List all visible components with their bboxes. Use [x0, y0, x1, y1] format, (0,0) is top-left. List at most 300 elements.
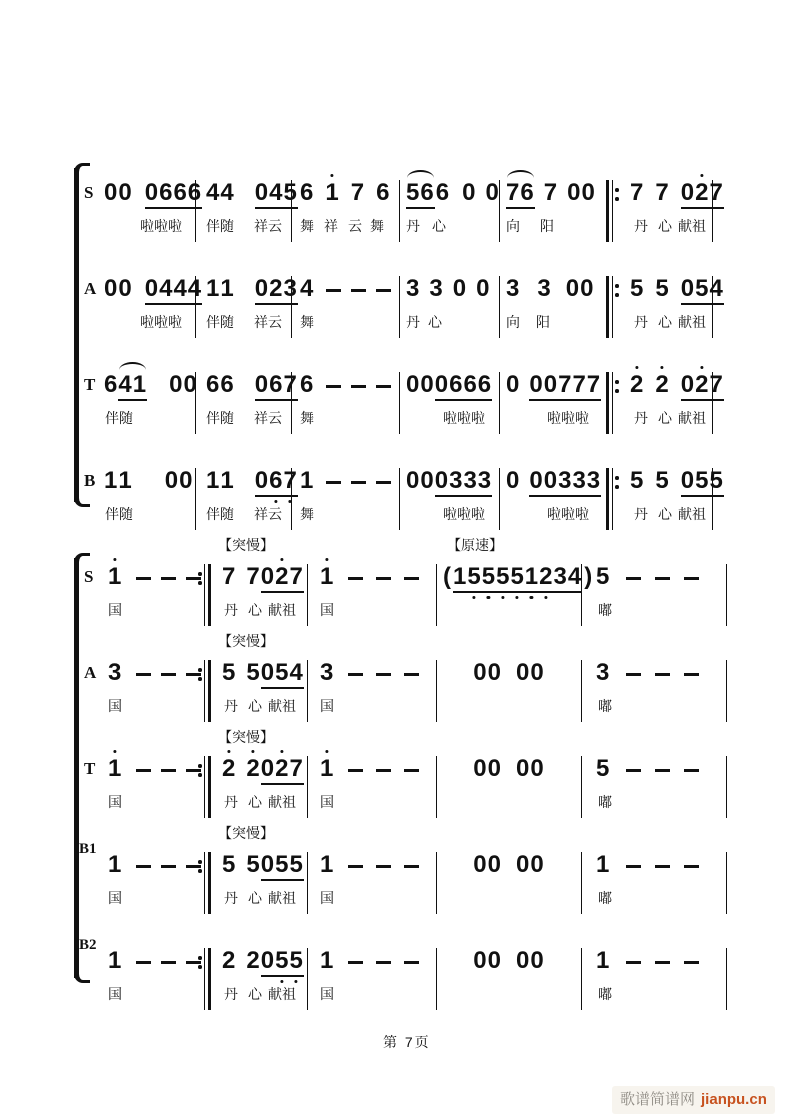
notes-line — [292, 372, 399, 398]
part-label: B2 — [79, 937, 97, 953]
part-row — [74, 275, 723, 372]
notes-line — [212, 852, 307, 878]
system-2 — [74, 537, 727, 1008]
measure-line — [74, 537, 727, 626]
note-group: 7 — [655, 179, 669, 206]
repeat-dot — [198, 860, 202, 864]
lyric-syllable: 心 — [248, 890, 262, 906]
lyric-syllable: 祥 — [324, 218, 338, 234]
note-dash — [161, 961, 176, 964]
note-group: 5 — [630, 467, 644, 494]
lyric-syllable: 国 — [108, 986, 122, 1002]
part-row — [74, 371, 723, 468]
measure — [308, 852, 437, 914]
lyric-syllable: 国 — [108, 602, 122, 618]
lyric-syllable: 伴随 — [206, 410, 234, 426]
repeat-line — [204, 756, 206, 818]
repeat-line — [612, 276, 614, 338]
tie-arc — [507, 170, 534, 178]
measure — [308, 948, 437, 1010]
octave-dot-below — [530, 596, 533, 599]
octave-dot-above — [113, 558, 116, 561]
measure — [196, 371, 297, 434]
lyric-syllable: 心 — [248, 794, 262, 810]
note-dash — [376, 481, 391, 484]
note-group: 1 — [325, 180, 339, 206]
note-group: 5 — [246, 659, 260, 686]
notes-line — [500, 180, 604, 206]
note-group: 1 — [596, 851, 610, 878]
measure — [618, 467, 723, 530]
note-group: 0 — [476, 275, 490, 302]
measure — [308, 564, 437, 626]
notes-line — [196, 467, 297, 494]
note-group: 0 — [506, 371, 520, 398]
system-1 — [74, 168, 723, 548]
repeat-dot — [198, 677, 202, 681]
measure — [212, 537, 308, 626]
part-row — [74, 633, 727, 756]
note-dash — [376, 385, 391, 388]
measure — [437, 948, 582, 1010]
note-dash — [626, 769, 641, 772]
repeat-line — [612, 180, 614, 242]
note-group: 41 — [118, 372, 147, 401]
note-dash — [376, 769, 391, 772]
lyric-syllable: 丹 — [406, 314, 420, 330]
note-group: 1 — [108, 756, 122, 782]
note-group: 00 — [516, 851, 544, 878]
note-group: 2 — [246, 756, 260, 782]
lyric-syllable: 国 — [108, 698, 122, 714]
note-group: 3 — [108, 659, 122, 686]
measure — [400, 276, 500, 338]
note-dash — [348, 577, 363, 580]
note-group: 1 — [108, 851, 122, 878]
note-group: 055 — [261, 852, 304, 881]
note-group: 7 — [350, 179, 365, 206]
measure-line — [74, 948, 727, 1010]
notes-line — [196, 275, 297, 302]
measure — [500, 372, 604, 434]
note-group: 0 — [485, 179, 499, 206]
notes-line — [74, 756, 198, 782]
lyric-syllable: 献祖 — [268, 602, 296, 618]
lyric-syllable: 心 — [248, 698, 262, 714]
lyric-syllable: 祥云 — [254, 506, 282, 522]
note-group: 15 5 5 5 1 2 34 — [453, 564, 582, 593]
repeat-dot — [198, 956, 202, 960]
lyric-syllable: 丹 — [634, 314, 648, 330]
note-dash — [404, 769, 419, 772]
lyric-syllable: 丹 — [224, 890, 238, 906]
lyric-syllable: 伴随 — [105, 410, 133, 426]
note-dash — [348, 865, 363, 868]
note-group: ( — [443, 563, 451, 590]
repeat-barline — [604, 468, 618, 530]
notes-line — [500, 372, 604, 398]
notes-line — [437, 852, 581, 878]
notes-line — [582, 948, 726, 974]
measure — [437, 756, 582, 818]
note-dash — [655, 769, 670, 772]
notes-line — [437, 563, 593, 590]
note-group: 5 — [246, 851, 260, 878]
note-dash — [655, 865, 670, 868]
repeat-line — [208, 564, 211, 626]
lyric-syllable: 嘟 — [598, 698, 612, 714]
repeat-dot — [198, 581, 202, 585]
lyric-syllable: 伴随 — [206, 218, 234, 234]
note-dash — [655, 961, 670, 964]
note-group: 3 — [506, 275, 520, 302]
note-group: 00 — [104, 275, 132, 302]
notes-line — [437, 756, 581, 782]
repeat-dot — [198, 773, 202, 777]
repeat-barline — [198, 756, 212, 818]
note-group: 6 — [435, 179, 450, 206]
part-label: T — [84, 375, 96, 394]
note-group: 023 — [255, 276, 298, 305]
note-group: 1 — [320, 564, 334, 590]
note-dash — [351, 289, 366, 292]
notes-line — [196, 179, 297, 206]
note-dash — [684, 577, 699, 580]
repeat-barline — [198, 564, 212, 626]
note-group: 0 — [506, 467, 520, 494]
note-group: 5 — [222, 851, 236, 878]
octave-dot-below — [280, 980, 283, 983]
lyric-syllable: 啦啦啦 — [443, 410, 485, 426]
measure — [292, 276, 400, 338]
notes-line — [212, 564, 307, 590]
tempo-label: 【突慢】 — [218, 729, 274, 745]
measure-line — [74, 179, 723, 242]
octave-dot-above — [280, 558, 283, 561]
note-dash — [404, 865, 419, 868]
note-dash — [404, 673, 419, 676]
repeat-barline — [604, 180, 618, 242]
octave-dot-below — [501, 596, 504, 599]
note-group: 5 — [630, 275, 644, 302]
octave-dot-below — [544, 596, 547, 599]
note-dash — [376, 865, 391, 868]
lyric-syllable: 伴随 — [206, 506, 234, 522]
note-dash — [136, 673, 151, 676]
note-dash — [326, 481, 341, 484]
note-dash — [348, 961, 363, 964]
lyric-syllable: 啦啦啦 — [140, 218, 182, 234]
measure — [212, 729, 308, 818]
measure — [196, 275, 297, 338]
part-label: A — [84, 279, 97, 298]
lyric-syllable: 献祖 — [268, 986, 296, 1002]
note-dash — [684, 961, 699, 964]
note-dash — [626, 673, 641, 676]
note-group: 66 — [206, 371, 234, 398]
note-dash — [404, 961, 419, 964]
part-row — [74, 937, 727, 1044]
lyric-syllable: 心 — [658, 218, 672, 234]
notes-line — [292, 468, 399, 494]
lyric-syllable: 嘟 — [598, 794, 612, 810]
notes-line — [437, 660, 581, 686]
measure — [618, 371, 723, 434]
repeat-line — [204, 852, 206, 914]
notes-line — [582, 564, 726, 590]
lyric-syllable: 云 — [348, 218, 362, 234]
note-group: 02 7 — [261, 564, 304, 593]
note-group: 0666 — [435, 372, 492, 401]
note-group: 11 — [206, 275, 234, 302]
measure — [74, 852, 198, 914]
part-label: B1 — [79, 841, 97, 857]
note-group: 5 — [596, 755, 610, 782]
part-row — [74, 179, 723, 276]
note-group: 0444 — [145, 276, 202, 305]
notes-line — [212, 948, 307, 974]
note-group: 2 — [246, 947, 260, 974]
lyric-syllable: 舞 — [300, 506, 314, 522]
part-label: S — [84, 183, 94, 202]
repeat-line — [208, 756, 211, 818]
measure — [292, 468, 400, 530]
note-dash — [348, 769, 363, 772]
note-group: 00 — [164, 467, 193, 494]
part-row — [74, 825, 727, 948]
note-group: 56 — [406, 180, 435, 209]
note-group: 5 — [655, 467, 669, 494]
measure — [196, 467, 297, 530]
notes-line — [74, 852, 198, 878]
note-dash — [136, 769, 151, 772]
note-group: 06 7 — [255, 468, 298, 497]
note-group: 0666 — [145, 180, 202, 209]
lyric-syllable: 国 — [320, 986, 334, 1002]
measure — [582, 852, 727, 914]
note-group: 00 — [516, 659, 544, 686]
note-group: 3 — [537, 275, 551, 302]
note-dash — [404, 577, 419, 580]
note-dash — [136, 577, 151, 580]
note-group: 4 — [300, 275, 314, 302]
note-group: 3 — [320, 659, 334, 686]
note-group: 054 — [681, 276, 724, 305]
measure-line — [74, 275, 723, 338]
measure — [74, 756, 198, 818]
measure-line — [74, 371, 723, 434]
repeat-dot — [198, 764, 202, 768]
measure — [74, 372, 196, 434]
watermark-site-url[interactable]: jianpu.cn — [701, 1091, 767, 1108]
note-dash — [626, 961, 641, 964]
lyric-syllable: 丹 — [224, 698, 238, 714]
measure — [618, 179, 723, 242]
octave-dot-above — [325, 558, 328, 561]
lyric-syllable: 心 — [248, 986, 262, 1002]
lyric-syllable: 国 — [108, 890, 122, 906]
notes-line — [500, 276, 604, 302]
measure — [500, 276, 604, 338]
note-dash — [351, 481, 366, 484]
note-group: 76 — [506, 180, 535, 209]
note-group: 11 — [206, 467, 234, 494]
repeat-line — [612, 372, 614, 434]
repeat-line — [208, 948, 211, 1010]
lyric-syllable: 献祖 — [268, 794, 296, 810]
tempo-label: 【原速】 — [447, 537, 503, 553]
tie-arc — [407, 170, 434, 178]
measure — [212, 948, 308, 1010]
repeat-dot — [198, 869, 202, 873]
notes-line — [308, 756, 436, 782]
lyric-syllable: 丹 — [224, 794, 238, 810]
note-group: 2 — [222, 947, 236, 974]
lyric-syllable: 嘟 — [598, 602, 612, 618]
measure — [292, 372, 400, 434]
lyric-syllable: 祥云 — [254, 218, 282, 234]
measure — [582, 948, 727, 1010]
tempo-label: 【突慢】 — [218, 825, 274, 841]
note-group: 055 — [681, 468, 724, 497]
lyric-syllable: 祥云 — [254, 314, 282, 330]
note-dash — [161, 673, 176, 676]
repeat-dot — [198, 572, 202, 576]
notes-line — [308, 852, 436, 878]
note-dash — [655, 673, 670, 676]
measure — [582, 660, 727, 722]
tempo-label: 【突慢】 — [218, 537, 274, 553]
lyric-syllable: 国 — [108, 794, 122, 810]
measure — [196, 179, 297, 242]
lyric-syllable: 心 — [248, 602, 262, 618]
note-dash — [376, 577, 391, 580]
lyric-syllable: 心 — [658, 410, 672, 426]
note-group: 2 — [630, 372, 644, 398]
note-dash — [351, 385, 366, 388]
octave-dot-below — [472, 596, 475, 599]
lyric-syllable: 国 — [320, 890, 334, 906]
notes-line — [74, 468, 195, 494]
note-group: 1 — [320, 756, 334, 782]
note-group: 02 7 — [681, 180, 724, 209]
note-group: 2 — [222, 756, 236, 782]
note-group: 00 — [473, 755, 501, 782]
repeat-barline — [198, 660, 212, 722]
lyric-syllable: 丹 — [224, 602, 238, 618]
note-group: 00 — [104, 179, 132, 206]
note-group: 00 — [473, 851, 501, 878]
notes-line — [74, 179, 202, 206]
repeat-barline — [604, 276, 618, 338]
notes-line — [308, 948, 436, 974]
note-dash — [326, 385, 341, 388]
repeat-line — [204, 948, 206, 1010]
measure — [437, 537, 593, 626]
lyric-syllable: 嘟 — [598, 890, 612, 906]
note-group: 0 — [462, 179, 476, 206]
watermark[interactable] — [612, 1086, 775, 1114]
measure — [400, 468, 500, 530]
note-group: 0333 — [435, 468, 492, 497]
note-group: 02 7 — [261, 756, 304, 785]
note-dash — [684, 865, 699, 868]
lyric-syllable: 向 — [506, 218, 520, 234]
notes-line — [400, 468, 499, 494]
note-group: 3 — [406, 275, 420, 302]
part-row — [74, 467, 723, 564]
note-group: 1 — [108, 564, 122, 590]
lyric-syllable: 国 — [320, 794, 334, 810]
measure — [74, 948, 198, 1010]
measure — [74, 275, 202, 338]
note-dash — [136, 865, 151, 868]
repeat-dot — [198, 668, 202, 672]
lyric-syllable: 心 — [432, 218, 446, 234]
note-dash — [136, 961, 151, 964]
lyric-syllable: 伴随 — [105, 506, 133, 522]
note-group: 11 — [104, 467, 132, 494]
note-group: 7 — [543, 179, 558, 206]
notes-line — [308, 660, 436, 686]
octave-dot-below — [274, 500, 277, 503]
page-number: 第 7页 — [383, 1034, 431, 1050]
lyric-syllable: 心 — [428, 314, 442, 330]
lyric-syllable: 舞 — [300, 410, 314, 426]
lyric-syllable: 献祖 — [678, 314, 706, 330]
lyric-syllable: 献祖 — [268, 698, 296, 714]
notes-line — [74, 564, 198, 590]
notes-line — [74, 275, 202, 302]
note-group: 7 — [222, 563, 236, 590]
note-group: 054 — [261, 660, 304, 689]
notes-line — [292, 180, 399, 206]
measure — [618, 275, 723, 338]
repeat-line — [606, 372, 609, 434]
note-group: 2 — [655, 372, 669, 398]
measure — [74, 660, 198, 722]
lyric-syllable: 祥云 — [254, 410, 282, 426]
measure — [582, 756, 727, 818]
note-group: 00 — [473, 947, 501, 974]
lyric-syllable: 向 — [506, 314, 520, 330]
repeat-barline — [198, 948, 212, 1010]
note-group: 1 — [300, 467, 314, 494]
note-group: 00 — [406, 371, 434, 398]
note-group: 1 — [320, 947, 334, 974]
lyric-syllable: 献祖 — [678, 218, 706, 234]
notes-line — [308, 564, 436, 590]
measure — [308, 756, 437, 818]
note-dash — [376, 961, 391, 964]
part-label: B — [84, 471, 96, 490]
note-group: 0 — [452, 275, 467, 302]
note-group: 00777 — [529, 372, 601, 401]
lyric-syllable: 伴随 — [206, 314, 234, 330]
lyric-syllable: 啦啦啦 — [547, 410, 589, 426]
lyric-syllable: 丹 — [634, 506, 648, 522]
note-group: 7 — [630, 179, 644, 206]
note-group: 00 — [565, 275, 594, 302]
repeat-barline — [198, 852, 212, 914]
repeat-line — [208, 852, 211, 914]
lyric-syllable: 心 — [658, 506, 672, 522]
note-dash — [161, 769, 176, 772]
note-group: 1 — [596, 947, 610, 974]
lyric-syllable: 啦啦啦 — [140, 314, 182, 330]
note-group: 00 — [516, 947, 544, 974]
measure-line — [74, 729, 727, 818]
